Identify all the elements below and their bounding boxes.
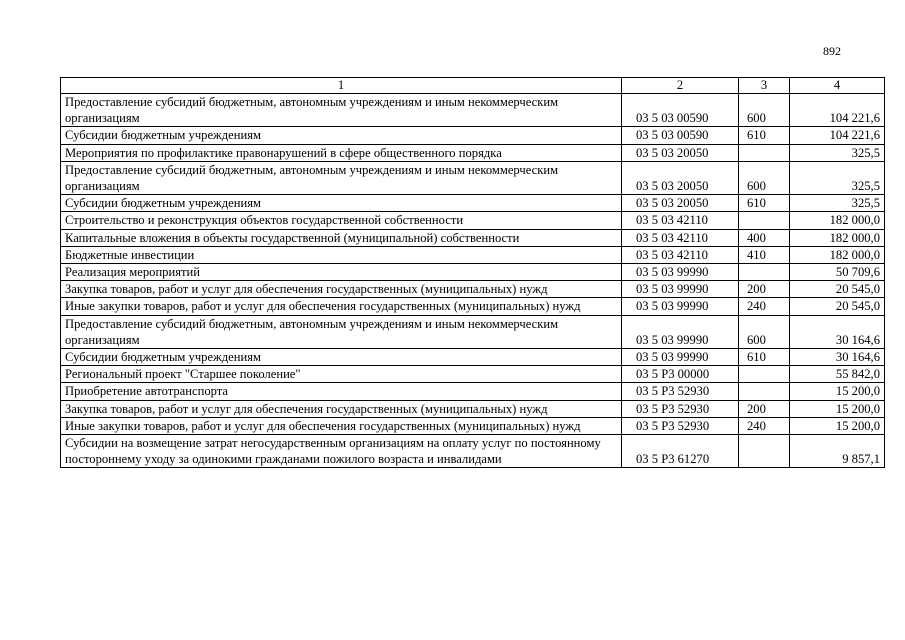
table-row <box>61 366 885 383</box>
row-sum-cell: 9 857,1 <box>790 435 885 468</box>
row-sum-cell: 15 200,0 <box>790 417 885 434</box>
row-name-cell: Предоставление субсидий бюджетным, автономным учреждениям и иным некоммерческим организациям <box>61 161 622 194</box>
row-name-cell: Строительство и реконструкция объектов государственной собственности <box>61 212 622 229</box>
table-row <box>61 435 885 468</box>
row-type-cell: 610 <box>739 127 790 144</box>
row-type-cell <box>739 212 790 229</box>
row-code-cell: 03 5 03 00590 <box>622 94 739 127</box>
row-sum-cell: 50 709,6 <box>790 264 885 281</box>
row-name-cell: Предоставление субсидий бюджетным, автономным учреждениям и иным некоммерческим организациям <box>61 315 622 348</box>
table-row <box>61 298 885 315</box>
row-code-cell: 03 5 03 99990 <box>622 281 739 298</box>
row-code-cell: 03 5 03 42110 <box>622 229 739 246</box>
row-sum-cell: 30 164,6 <box>790 349 885 366</box>
table-row <box>61 246 885 263</box>
row-sum-cell: 104 221,6 <box>790 127 885 144</box>
row-code-cell: 03 5 03 99990 <box>622 264 739 281</box>
table-row <box>61 315 885 348</box>
row-name-cell: Реализация мероприятий <box>61 264 622 281</box>
row-sum-cell: 182 000,0 <box>790 212 885 229</box>
table-row <box>61 417 885 434</box>
table-row <box>61 127 885 144</box>
budget-table <box>60 77 885 468</box>
row-type-cell: 200 <box>739 400 790 417</box>
row-sum-cell: 15 200,0 <box>790 400 885 417</box>
row-type-cell <box>739 383 790 400</box>
row-code-cell: 03 5 03 20050 <box>622 161 739 194</box>
table-row <box>61 264 885 281</box>
table-row <box>61 349 885 366</box>
row-code-cell: 03 5 Р3 52930 <box>622 400 739 417</box>
row-sum-cell: 55 842,0 <box>790 366 885 383</box>
row-name-cell: Субсидии на возмещение затрат негосударственным организациям на оплату услуг по постоянному постороннему уходу за одинокими гражданами пожилого возраста и инвалидами <box>61 435 622 468</box>
row-code-cell: 03 5 03 20050 <box>622 195 739 212</box>
header-col-3: 3 <box>739 78 790 94</box>
row-name-cell: Приобретение автотранспорта <box>61 383 622 400</box>
row-name-cell: Региональный проект "Старшее поколение" <box>61 366 622 383</box>
table-row <box>61 281 885 298</box>
table-row <box>61 383 885 400</box>
row-sum-cell: 15 200,0 <box>790 383 885 400</box>
row-type-cell: 240 <box>739 298 790 315</box>
row-type-cell: 600 <box>739 94 790 127</box>
row-type-cell: 610 <box>739 195 790 212</box>
row-code-cell: 03 5 03 42110 <box>622 212 739 229</box>
row-type-cell: 600 <box>739 161 790 194</box>
header-col-4: 4 <box>790 78 885 94</box>
row-type-cell: 400 <box>739 229 790 246</box>
row-type-cell: 240 <box>739 417 790 434</box>
row-name-cell: Мероприятия по профилактике правонарушений в сфере общественного порядка <box>61 144 622 161</box>
row-code-cell: 03 5 03 99990 <box>622 298 739 315</box>
row-sum-cell: 325,5 <box>790 144 885 161</box>
row-name-cell: Бюджетные инвестиции <box>61 246 622 263</box>
row-type-cell <box>739 435 790 468</box>
row-code-cell: 03 5 03 00590 <box>622 127 739 144</box>
row-code-cell: 03 5 03 42110 <box>622 246 739 263</box>
table-row <box>61 144 885 161</box>
row-type-cell: 600 <box>739 315 790 348</box>
row-name-cell: Предоставление субсидий бюджетным, автономным учреждениям и иным некоммерческим организациям <box>61 94 622 127</box>
table-row <box>61 94 885 127</box>
row-type-cell: 410 <box>739 246 790 263</box>
row-name-cell: Субсидии бюджетным учреждениям <box>61 195 622 212</box>
row-name-cell: Субсидии бюджетным учреждениям <box>61 127 622 144</box>
row-code-cell: 03 5 03 99990 <box>622 349 739 366</box>
row-type-cell: 200 <box>739 281 790 298</box>
header-col-1: 1 <box>61 78 622 94</box>
table-row <box>61 229 885 246</box>
row-sum-cell: 325,5 <box>790 195 885 212</box>
row-type-cell: 610 <box>739 349 790 366</box>
row-name-cell: Закупка товаров, работ и услуг для обеспечения государственных (муниципальных) нужд <box>61 281 622 298</box>
table-row <box>61 212 885 229</box>
row-sum-cell: 20 545,0 <box>790 281 885 298</box>
row-type-cell <box>739 264 790 281</box>
row-sum-cell: 182 000,0 <box>790 246 885 263</box>
row-sum-cell: 20 545,0 <box>790 298 885 315</box>
row-code-cell: 03 5 Р3 00000 <box>622 366 739 383</box>
row-type-cell <box>739 144 790 161</box>
table-row <box>61 400 885 417</box>
row-sum-cell: 325,5 <box>790 161 885 194</box>
row-code-cell: 03 5 03 99990 <box>622 315 739 348</box>
row-code-cell: 03 5 Р3 52930 <box>622 417 739 434</box>
row-name-cell: Капитальные вложения в объекты государственной (муниципальной) собственности <box>61 229 622 246</box>
page-number: 892 <box>823 44 841 58</box>
row-code-cell: 03 5 Р3 52930 <box>622 383 739 400</box>
table-row <box>61 195 885 212</box>
row-sum-cell: 30 164,6 <box>790 315 885 348</box>
row-code-cell: 03 5 Р3 61270 <box>622 435 739 468</box>
row-name-cell: Субсидии бюджетным учреждениям <box>61 349 622 366</box>
row-type-cell <box>739 366 790 383</box>
table-header-row <box>61 78 885 94</box>
table-row <box>61 161 885 194</box>
header-col-2: 2 <box>622 78 739 94</box>
row-name-cell: Закупка товаров, работ и услуг для обеспечения государственных (муниципальных) нужд <box>61 400 622 417</box>
row-name-cell: Иные закупки товаров, работ и услуг для обеспечения государственных (муниципальных) нужд <box>61 417 622 434</box>
row-sum-cell: 104 221,6 <box>790 94 885 127</box>
row-name-cell: Иные закупки товаров, работ и услуг для обеспечения государственных (муниципальных) нужд <box>61 298 622 315</box>
row-code-cell: 03 5 03 20050 <box>622 144 739 161</box>
row-sum-cell: 182 000,0 <box>790 229 885 246</box>
